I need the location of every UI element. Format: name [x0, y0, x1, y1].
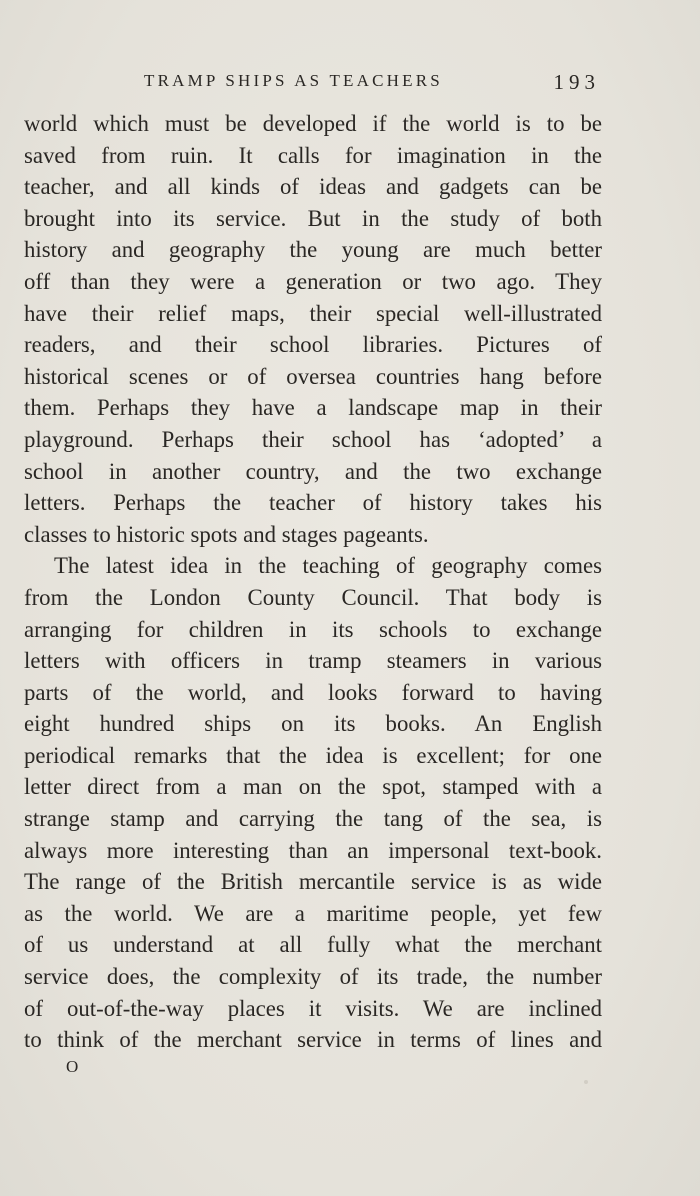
text-line: as the world. We are a maritime people, yet few — [24, 900, 602, 926]
text-line: readers, and their school libraries. Pictures of — [24, 332, 602, 358]
text-line: The range of the British mercantile service is as wide — [24, 869, 602, 895]
paragraph-2 — [24, 550, 602, 1056]
body-text — [24, 108, 602, 1056]
text-line: periodical remarks that the idea is excellent; for one — [24, 742, 602, 768]
text-line: strange stamp and carrying the tang of the sea, is — [24, 806, 602, 832]
text-line: from the London County Council. That body is — [24, 584, 602, 610]
text-line: eight hundred ships on its books. An English — [24, 711, 602, 737]
text-line: letter direct from a man on the spot, stamped with a — [24, 774, 602, 800]
running-title: TRAMP SHIPS AS TEACHERS — [144, 71, 443, 90]
text-line: saved from ruin. It calls for imagination in the — [24, 142, 602, 168]
text-line: to think of the merchant service in terms of lines and — [24, 1027, 602, 1053]
signature-mark: O — [66, 1057, 79, 1076]
text-line: of us understand at all fully what the merchant — [24, 932, 602, 958]
text-line: parts of the world, and looks forward to having — [24, 679, 602, 705]
text-line: teacher, and all kinds of ideas and gadgets can be — [24, 174, 602, 200]
paragraph-1 — [24, 108, 602, 550]
page-number: 193 — [553, 70, 600, 94]
text-line: classes to historic spots and stages pageants. — [24, 521, 429, 547]
text-line: have their relief maps, their special well-illustrated — [24, 300, 602, 326]
text-line: off than they were a generation or two ago. They — [24, 268, 602, 294]
text-line: brought into its service. But in the study of both — [24, 205, 602, 231]
paper-speck — [584, 1080, 588, 1084]
text-line: of out-of-the-way places it visits. We are inclined — [24, 995, 602, 1021]
text-line: them. Perhaps they have a landscape map in their — [24, 395, 602, 421]
text-line: letters with officers in tramp steamers in various — [24, 648, 602, 674]
text-line: service does, the complexity of its trade, the number — [24, 964, 602, 990]
text-line: letters. Perhaps the teacher of history takes his — [24, 490, 602, 516]
running-head — [140, 66, 600, 96]
text-line: The latest idea in the teaching of geography comes — [54, 553, 602, 579]
text-line: historical scenes or of oversea countries hang before — [24, 363, 602, 389]
text-line: always more interesting than an impersonal text-book. — [24, 837, 602, 863]
text-line: world which must be developed if the world is to be — [24, 111, 602, 136]
text-line: school in another country, and the two exchange — [24, 458, 602, 484]
text-line: playground. Perhaps their school has ‘adopted’ a — [24, 426, 602, 452]
text-line: arranging for children in its schools to exchange — [24, 616, 602, 642]
text-line: history and geography the young are much better — [24, 237, 602, 263]
